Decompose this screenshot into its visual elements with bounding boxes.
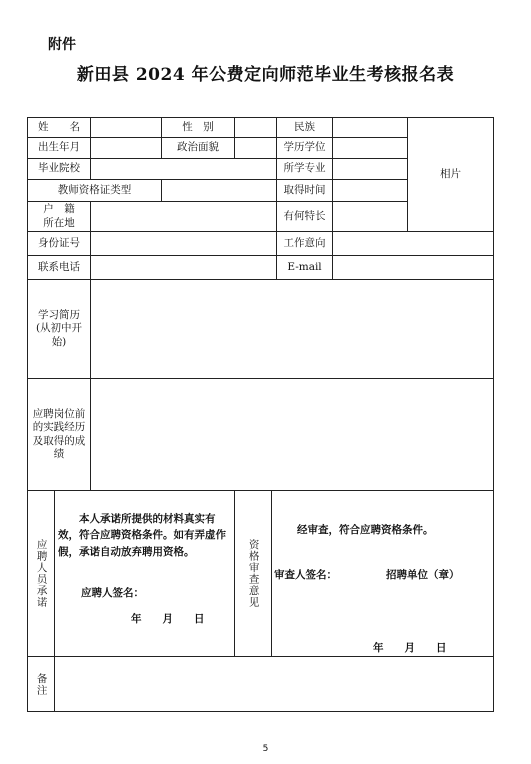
pledge-sign-label: 应聘人签名： <box>81 587 144 599</box>
label-political: 政治面貌 <box>161 137 235 159</box>
field-id-number[interactable] <box>90 231 277 256</box>
label-degree: 学历学位 <box>276 137 333 159</box>
field-work-intent[interactable] <box>332 231 494 256</box>
field-study-resume[interactable] <box>90 279 494 379</box>
label-gender: 性 别 <box>161 117 235 138</box>
attachment-label: 附件 <box>48 37 76 53</box>
label-email: E-mail <box>276 255 333 280</box>
label-pledge: 应聘人员承诺 <box>27 490 55 657</box>
field-cert-type[interactable] <box>161 179 277 202</box>
label-practice: 应聘岗位前的实践经历及取得的成绩 <box>27 378 91 491</box>
recruit-unit-label: 招聘单位（章） <box>386 569 460 581</box>
label-name: 姓 名 <box>27 117 91 138</box>
label-phone: 联系电话 <box>27 255 91 280</box>
label-photo: 相片 <box>440 167 461 180</box>
field-gender[interactable] <box>234 117 277 138</box>
field-phone[interactable] <box>90 255 277 280</box>
reviewer-sign-label: 审查人签名： <box>274 569 337 581</box>
label-remarks: 备注 <box>27 656 55 712</box>
review-text: 经审查，符合应聘资格条件。 <box>297 524 434 536</box>
pledge-date: 年 月 日 <box>131 613 205 625</box>
field-ethnicity[interactable] <box>332 117 408 138</box>
label-cert-type: 教师资格证类型 <box>27 179 162 202</box>
label-birth: 出生年月 <box>27 137 91 159</box>
field-name[interactable] <box>90 117 162 138</box>
field-obtain-time[interactable] <box>332 179 408 202</box>
field-school[interactable] <box>90 158 277 180</box>
review-date: 年 月 日 <box>373 642 447 654</box>
label-specialty: 有何特长 <box>276 201 333 232</box>
field-practice[interactable] <box>90 378 494 491</box>
field-major[interactable] <box>332 158 408 180</box>
label-obtain-time: 取得时间 <box>276 179 333 202</box>
field-degree[interactable] <box>332 137 408 159</box>
label-ethnicity: 民族 <box>276 117 333 138</box>
registration-form-table <box>27 117 494 712</box>
label-major: 所学专业 <box>276 158 333 180</box>
field-specialty[interactable] <box>332 201 408 232</box>
field-hukou[interactable] <box>90 201 277 232</box>
photo-box[interactable] <box>407 117 494 232</box>
label-work-intent: 工作意向 <box>276 231 333 256</box>
field-birth[interactable] <box>90 137 162 159</box>
label-review: 资格审查意见 <box>234 490 272 657</box>
label-study-resume: 学习简历 (从初中开始) <box>27 279 91 379</box>
pledge-text: 本人承诺所提供的材料真实有效，符合应聘资格条件。如有弄虚作假，承诺自动放弃聘用资格。 <box>58 513 226 558</box>
label-hukou: 户 籍 所在地 <box>27 201 91 232</box>
field-political[interactable] <box>234 137 277 159</box>
field-email[interactable] <box>332 255 494 280</box>
label-school: 毕业院校 <box>27 158 91 180</box>
field-remarks[interactable] <box>54 656 494 712</box>
page-title: 新田县 2024 年公费定向师范毕业生考核报名表 <box>76 65 455 85</box>
label-id-number: 身份证号 <box>27 231 91 256</box>
page-number: 5 <box>262 744 269 754</box>
